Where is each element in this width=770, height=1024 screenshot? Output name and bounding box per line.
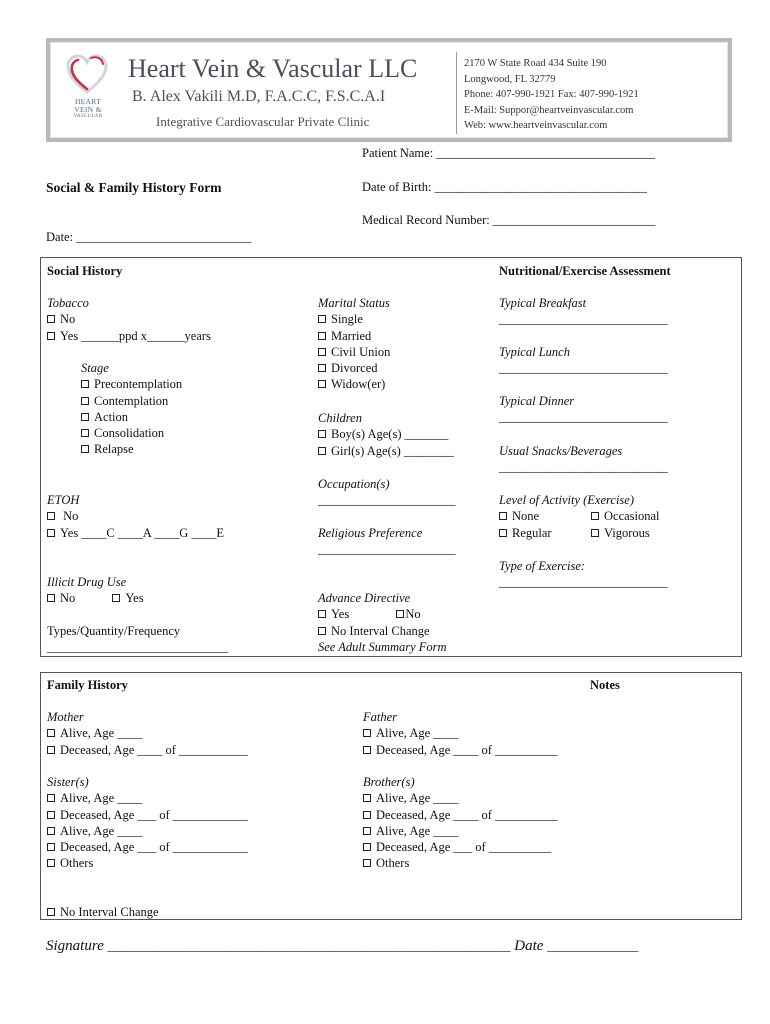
marital-status-label: Marital Status <box>318 296 390 310</box>
snacks-field[interactable]: ___________________________ <box>499 460 668 475</box>
stage-label: Stage <box>81 361 109 375</box>
advance-no-label: No <box>405 607 421 622</box>
occupation-group <box>318 476 456 509</box>
children-group <box>318 410 454 459</box>
checkbox-icon[interactable] <box>47 746 55 754</box>
brother-label: Brother(s) <box>363 775 415 789</box>
sister-alive-label: Alive, Age ____ <box>60 791 143 806</box>
religion-field[interactable]: ______________________ <box>318 542 456 557</box>
lunch-field[interactable]: ___________________________ <box>499 361 668 376</box>
illicit-yes-label: Yes <box>125 591 144 606</box>
mother-deceased-label: Deceased, Age ____ of ___________ <box>60 742 248 757</box>
checkbox-icon[interactable] <box>363 746 371 754</box>
signature-date-field[interactable]: ______________ <box>547 938 639 953</box>
tobacco-group <box>47 295 211 344</box>
exercise-type-group <box>499 558 668 591</box>
sister-deceased-option-1[interactable] <box>47 807 248 823</box>
checkbox-icon[interactable] <box>47 315 55 323</box>
checkbox-icon[interactable] <box>396 610 404 618</box>
children-girls-option[interactable] <box>318 443 454 459</box>
brother-others-option[interactable] <box>363 855 558 871</box>
checkbox-icon[interactable] <box>112 594 120 602</box>
religion-group <box>318 525 456 558</box>
checkbox-icon[interactable] <box>47 843 55 851</box>
contact-info <box>464 56 639 134</box>
logo-text <box>60 98 116 121</box>
marital-option-label: Married <box>331 328 372 343</box>
activity-occasional-option[interactable] <box>591 509 660 523</box>
tobacco-yes-option[interactable] <box>47 328 211 344</box>
breakfast-label: Typical Breakfast <box>499 296 587 310</box>
brother-alive-label: Alive, Age ____ <box>376 791 459 806</box>
notes-title: Notes <box>590 678 620 692</box>
brother-group <box>363 774 558 872</box>
checkbox-icon[interactable] <box>47 859 55 867</box>
dinner-field[interactable]: ___________________________ <box>499 410 668 425</box>
father-label: Father <box>363 710 398 724</box>
snacks-label: Usual Snacks/Beverages <box>499 444 623 458</box>
checkbox-icon[interactable] <box>318 364 326 372</box>
activity-none-label: None <box>512 509 540 524</box>
checkbox-icon[interactable] <box>47 729 55 737</box>
illicit-yes-option[interactable] <box>112 591 143 605</box>
checkbox-icon[interactable] <box>47 908 55 916</box>
brother-others-label: Others <box>376 856 410 871</box>
social-history-section <box>40 257 742 657</box>
form-title: Social & Family History Form <box>46 180 222 195</box>
advance-directive-label: Advance Directive <box>318 591 411 605</box>
illicit-drug-group <box>47 574 228 655</box>
logo-line-2: VEIN & <box>74 104 102 114</box>
mother-deceased-option[interactable] <box>47 742 248 758</box>
activity-group <box>499 492 660 541</box>
marital-option-civil-union[interactable] <box>318 344 390 360</box>
checkbox-icon[interactable] <box>81 429 89 437</box>
marital-option-label: Widow(er) <box>331 377 386 392</box>
checkbox-icon[interactable] <box>363 843 371 851</box>
stage-option-label: Precontemplation <box>94 377 183 392</box>
letterhead <box>46 38 732 142</box>
etoh-no-option[interactable] <box>47 508 224 524</box>
marital-option-widower[interactable] <box>318 376 390 392</box>
marital-status-group <box>318 295 390 393</box>
occupation-label: Occupation(s) <box>318 477 390 491</box>
brother-deceased-label: Deceased, Age ____ of __________ <box>376 807 558 822</box>
illicit-types-label: Types/Quantity/Frequency <box>47 623 181 638</box>
contact-address-1: 2170 W State Road 434 Suite 190 <box>464 58 607 69</box>
mother-alive-option[interactable] <box>47 725 248 741</box>
heart-logo-icon <box>64 52 110 98</box>
sister-label: Sister(s) <box>47 775 89 789</box>
patient-name-field[interactable]: Patient Name: ___________________________________ <box>362 146 656 160</box>
checkbox-icon[interactable] <box>318 627 326 635</box>
advance-nic-option[interactable] <box>318 623 447 639</box>
checkbox-icon[interactable] <box>318 380 326 388</box>
checkbox-icon[interactable] <box>81 445 89 453</box>
mother-alive-label: Alive, Age ____ <box>60 726 143 741</box>
sister-deceased-label: Deceased, Age ___ of ____________ <box>60 807 248 822</box>
children-boys-label: Boy(s) Age(s) _______ <box>331 427 449 442</box>
etoh-yes-label: Yes ____C ____A ____G ____E <box>60 525 225 540</box>
logo-line-3: VASCULAR <box>73 114 103 119</box>
dinner-label: Typical Dinner <box>499 394 575 408</box>
checkbox-icon[interactable] <box>318 332 326 340</box>
contact-email: E-Mail: Suppor@heartveinvascular.com <box>464 104 634 116</box>
doctor-name: B. Alex Vakili M.D, F.A.C.C, F.S.C.A.I <box>132 88 386 105</box>
marital-option-label: Single <box>331 312 363 327</box>
stage-group <box>47 360 182 458</box>
activity-row-1 <box>499 508 660 524</box>
etoh-no-label: No <box>63 509 79 524</box>
signature-field[interactable]: ______________________________________________________________ <box>107 938 511 953</box>
advance-no-option[interactable] <box>396 607 420 621</box>
advance-see-summary: See Adult Summary Form <box>318 639 447 654</box>
snacks-group <box>499 443 668 476</box>
brother-deceased-option-2[interactable] <box>363 839 558 855</box>
letterhead-divider <box>456 52 457 134</box>
sister-others-label: Others <box>60 856 94 871</box>
tobacco-no-label: No <box>60 312 76 327</box>
etoh-group <box>47 492 224 541</box>
activity-vigorous-label: Vigorous <box>604 525 650 540</box>
checkbox-icon[interactable] <box>47 827 55 835</box>
children-boys-option[interactable] <box>318 426 454 442</box>
brother-deceased-label: Deceased, Age ___ of __________ <box>376 840 552 855</box>
sister-group <box>47 774 248 872</box>
stage-option-label: Action <box>94 409 129 424</box>
father-deceased-label: Deceased, Age ____ of __________ <box>376 742 558 757</box>
activity-none-option[interactable] <box>499 508 591 524</box>
checkbox-icon[interactable] <box>499 529 507 537</box>
father-alive-option[interactable] <box>363 725 558 741</box>
checkbox-icon[interactable] <box>47 332 55 340</box>
brother-deceased-option-1[interactable] <box>363 807 558 823</box>
marital-option-divorced[interactable] <box>318 360 390 376</box>
children-label: Children <box>318 411 362 425</box>
marital-option-label: Divorced <box>331 361 378 376</box>
stage-option-label: Relapse <box>94 442 134 457</box>
checkbox-icon[interactable] <box>47 811 55 819</box>
social-history-title: Social History <box>47 264 123 278</box>
checkbox-icon[interactable] <box>318 348 326 356</box>
advance-directive-options <box>318 606 447 622</box>
stage-option-relapse[interactable] <box>81 441 182 457</box>
tobacco-yes-label: Yes ______ppd x______years <box>60 328 211 343</box>
religion-label: Religious Preference <box>318 526 423 540</box>
sister-others-option[interactable] <box>47 855 248 871</box>
illicit-types-field[interactable]: _____________________________ <box>47 639 229 654</box>
stage-option-action[interactable] <box>81 409 182 425</box>
stage-option-contemplation[interactable] <box>81 393 182 409</box>
sister-alive-label: Alive, Age ____ <box>60 823 143 838</box>
dinner-group <box>499 393 668 426</box>
activity-regular-label: Regular <box>512 525 552 540</box>
checkbox-icon[interactable] <box>363 811 371 819</box>
sister-alive-option-1[interactable] <box>47 790 248 806</box>
checkbox-icon[interactable] <box>591 512 599 520</box>
sister-deceased-label: Deceased, Age ___ of ____________ <box>60 840 248 855</box>
nutrition-title: Nutritional/Exercise Assessment <box>499 264 671 278</box>
date-field[interactable]: Date: ____________________________ <box>46 230 252 244</box>
occupation-field[interactable]: ______________________ <box>318 493 456 508</box>
signature-row <box>46 938 638 955</box>
illicit-no-label: No <box>60 591 76 606</box>
contact-address-2: Longwood, FL 32779 <box>464 73 556 85</box>
stage-option-label: Consolidation <box>94 426 165 441</box>
exercise-type-label: Type of Exercise: <box>499 559 586 573</box>
contact-web: Web: www.heartveinvascular.com <box>464 120 608 131</box>
advance-directive-group <box>318 590 447 655</box>
activity-occasional-label: Occasional <box>604 509 660 524</box>
breakfast-field[interactable]: ___________________________ <box>499 312 668 327</box>
family-history-title: Family History <box>47 678 128 692</box>
dob-field[interactable]: Date of Birth: __________________________________ <box>362 180 648 194</box>
contact-phone: Phone: 407-990-1921 Fax: 407-990-1921 <box>464 89 639 100</box>
checkbox-icon[interactable] <box>47 529 55 537</box>
lunch-group <box>499 344 668 377</box>
breakfast-group <box>499 295 668 328</box>
brother-alive-option-2[interactable] <box>363 823 558 839</box>
mrn-field[interactable]: Medical Record Number: __________________________ <box>362 213 656 227</box>
brother-alive-label: Alive, Age ____ <box>376 823 459 838</box>
checkbox-icon[interactable] <box>318 447 326 455</box>
activity-regular-option[interactable] <box>499 525 591 541</box>
stage-option-label: Contemplation <box>94 393 169 408</box>
etoh-yes-option[interactable] <box>47 525 224 541</box>
family-nic-label: No Interval Change <box>60 905 159 919</box>
checkbox-icon[interactable] <box>363 859 371 867</box>
advance-yes-label: Yes <box>331 607 350 622</box>
checkbox-icon[interactable] <box>318 315 326 323</box>
etoh-label: ETOH <box>47 493 80 507</box>
checkbox-icon[interactable] <box>318 430 326 438</box>
exercise-type-field[interactable]: ___________________________ <box>499 575 668 590</box>
tobacco-label: Tobacco <box>47 296 89 310</box>
checkbox-icon[interactable] <box>47 594 55 602</box>
mother-label: Mother <box>47 710 84 724</box>
children-girls-label: Girl(s) Age(s) ________ <box>331 443 454 458</box>
marital-option-label: Civil Union <box>331 344 391 359</box>
checkbox-icon[interactable] <box>499 512 507 520</box>
advance-yes-option[interactable] <box>318 607 349 621</box>
father-alive-label: Alive, Age ____ <box>376 726 459 741</box>
illicit-drug-label: Illicit Drug Use <box>47 575 127 589</box>
activity-vigorous-option[interactable] <box>591 526 650 540</box>
signature-date-label: Date <box>514 938 544 954</box>
checkbox-icon[interactable] <box>318 610 326 618</box>
family-nic-option[interactable] <box>47 904 159 920</box>
advance-nic-label: No Interval Change <box>331 623 430 638</box>
checkbox-icon[interactable] <box>363 729 371 737</box>
illicit-drug-options <box>47 590 228 606</box>
checkbox-icon[interactable] <box>47 512 55 520</box>
clinic-name: Integrative Cardiovascular Private Clinic <box>156 114 370 129</box>
illicit-no-option[interactable] <box>47 591 75 605</box>
sister-alive-option-2[interactable] <box>47 823 248 839</box>
lunch-label: Typical Lunch <box>499 345 570 359</box>
checkbox-icon[interactable] <box>363 827 371 835</box>
father-group <box>363 709 558 758</box>
checkbox-icon[interactable] <box>81 413 89 421</box>
sister-deceased-option-2[interactable] <box>47 839 248 855</box>
mother-group <box>47 709 248 758</box>
checkbox-icon[interactable] <box>81 380 89 388</box>
checkbox-icon[interactable] <box>81 397 89 405</box>
stage-option-consolidation[interactable] <box>81 425 182 441</box>
signature-label: Signature <box>46 938 104 954</box>
family-history-section <box>40 672 742 920</box>
logo-line-1: HEART <box>74 97 102 106</box>
activity-row-2 <box>499 525 660 541</box>
tobacco-no-option[interactable] <box>47 311 211 327</box>
company-name: Heart Vein & Vascular LLC <box>128 54 418 83</box>
marital-option-married[interactable] <box>318 328 390 344</box>
stage-option-precontemplation[interactable] <box>81 376 182 392</box>
checkbox-icon[interactable] <box>591 529 599 537</box>
father-deceased-option[interactable] <box>363 742 558 758</box>
checkbox-icon[interactable] <box>363 794 371 802</box>
brother-alive-option-1[interactable] <box>363 790 558 806</box>
activity-label: Level of Activity (Exercise) <box>499 493 635 507</box>
marital-option-single[interactable] <box>318 311 390 327</box>
checkbox-icon[interactable] <box>47 794 55 802</box>
